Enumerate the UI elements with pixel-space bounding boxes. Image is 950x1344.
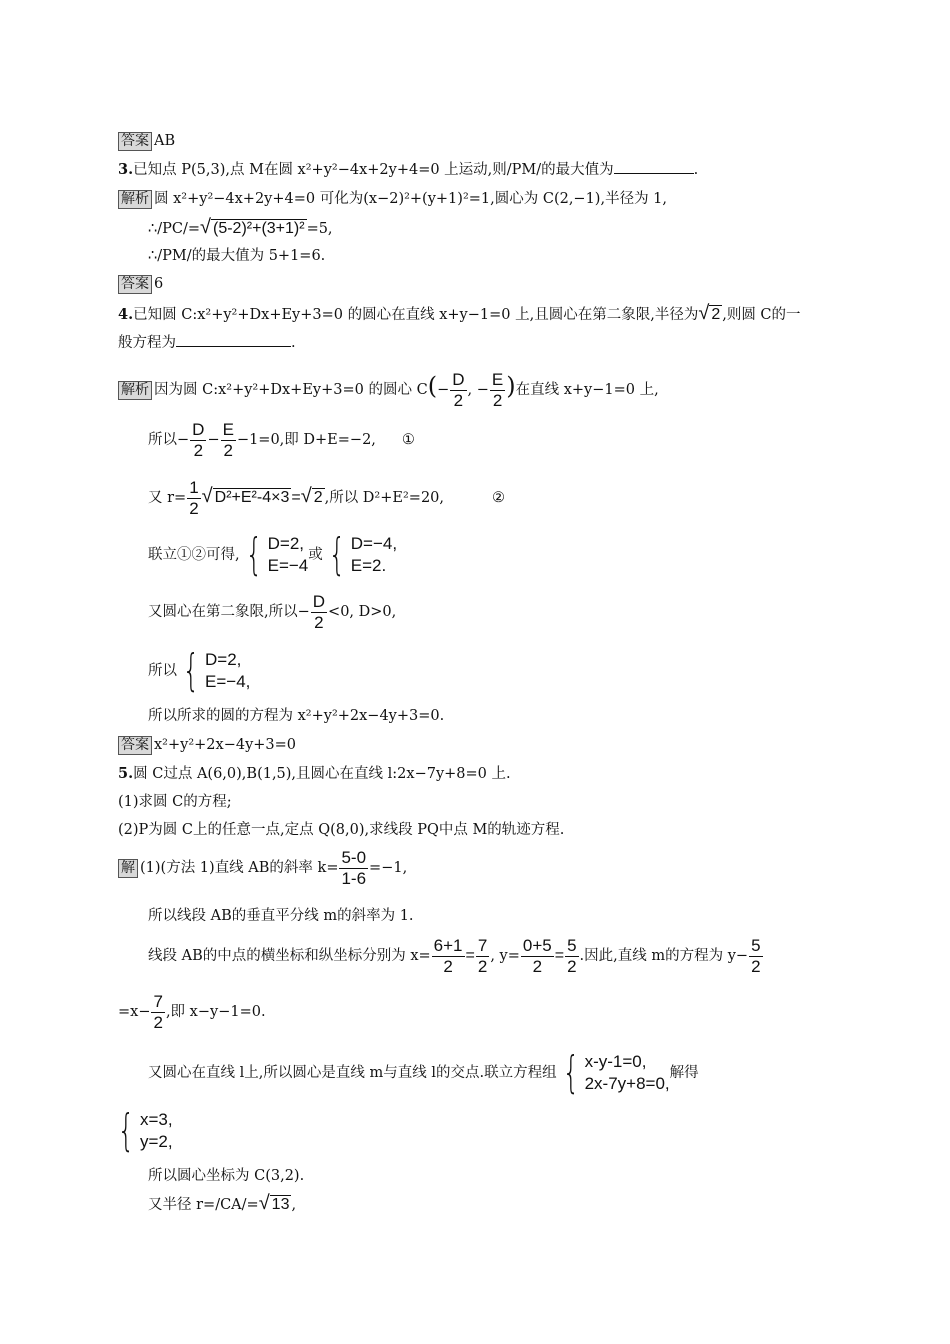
text: 又 r= (148, 490, 187, 506)
question-number: 3. (118, 161, 134, 178)
q3-analysis-line2 (148, 217, 333, 239)
text: 因为圆 C:x²+y²+Dx+Ey+3=0 的圆心 C (154, 382, 428, 398)
fraction: $\frac{D}{2}$ (192, 419, 205, 460)
text: =−1, (369, 860, 408, 876)
solution-tag: 解 (118, 859, 138, 878)
answer-blank (176, 346, 291, 347)
period: . (693, 162, 699, 178)
equation-system: { D=2, E=−4 (245, 529, 309, 580)
equals: = (554, 947, 565, 964)
text: .因此,直线 m的方程为 y− (579, 948, 749, 964)
fraction: $\frac{D}{2}$ (452, 369, 465, 410)
question-number: 5. (118, 765, 134, 782)
question-number: 4. (118, 306, 134, 323)
text: , y= (490, 948, 520, 964)
answer-tag: 答案 (118, 736, 152, 755)
text: 所以 (148, 663, 177, 679)
fraction: $\frac{E}{2}$ (222, 419, 234, 460)
period: . (291, 335, 296, 351)
sqrt-expression: √ 2 (300, 485, 323, 507)
equation-system: { x-y-1=0, 2x-7y+8=0, (562, 1047, 670, 1098)
question-3 (118, 160, 698, 180)
q5-solution-line5 (148, 1048, 699, 1098)
text: (2)P为圆 C上的任意一点,定点 Q(8,0),求线段 PQ中点 M的轨迹方程. (118, 822, 565, 838)
equation-system: { D=2, E=−4, (182, 645, 251, 696)
text: −1=0,即 D+E=−2, (236, 432, 376, 448)
radicand: 2 (711, 306, 721, 323)
fraction: $\frac{5-0}{1-6}$ (341, 847, 367, 888)
q5-solution-line3 (148, 934, 764, 978)
q5-solution-line7 (148, 1166, 304, 1186)
answer-line (118, 131, 175, 151)
text: 所以线段 AB的垂直平分线 m的斜率为 1. (148, 908, 414, 924)
text: 又半径 r=/CA/= (148, 1197, 259, 1213)
analysis-text: 圆 x²+y²−4x+2y+4=0 可化为(x−2)²+(y+1)²=1,圆心为 C(2,−1),半径为 1, (154, 191, 668, 207)
answer-tag: 答案 (118, 275, 152, 294)
q5-solution-line6 (112, 1106, 173, 1156)
question-5 (118, 764, 511, 784)
text: =x− (118, 1004, 151, 1020)
question-text: 圆 C过点 A(6,0),B(1,5),且圆心在直线 l:2x−7y+8=0 上. (133, 766, 511, 782)
equals: = (465, 947, 475, 964)
question-4 (118, 303, 801, 325)
sqrt-expression: √ 2 (698, 302, 721, 324)
q3-analysis-line1 (118, 189, 667, 209)
q4-analysis-line1: 解析 因为圆 C:x²+y²+Dx+Ey+3=0 的圆心 C(− $\frac{D}{2}$ , − $\frac{E}{2}$ )在直线 x+y−1=0 上, (118, 364, 659, 412)
analysis-tag: 解析 (118, 190, 152, 209)
question-4-line2 (118, 333, 296, 353)
text: 解得 (669, 1065, 699, 1081)
text: 或 (308, 547, 323, 563)
fraction: $\frac{0+5}{2}$ (522, 935, 552, 976)
text: , (291, 1197, 297, 1213)
text: ,即 x−y−1=0. (165, 1004, 266, 1020)
fraction: $\frac{5}{2}$ (567, 935, 577, 976)
q4-analysis-line4 (148, 530, 397, 580)
text: 所以− (148, 432, 190, 448)
sqrt-expression: √ 13 (258, 1192, 290, 1214)
sqrt-expression: √ D²+E²-4×3 (201, 485, 290, 507)
question-text: 已知圆 C:x²+y²+Dx+Ey+3=0 的圆心在直线 x+y−1=0 上,且圆心在第二象限,半径为 (133, 307, 699, 323)
question-text: 已知点 P(5,3),点 M在圆 x²+y²−4x+2y+4=0 上运动,则/PM/的最大值为 (133, 162, 614, 178)
fraction: $\frac{7}{2}$ (153, 991, 163, 1032)
answer-text: AB (154, 133, 176, 149)
fraction: $\frac{E}{2}$ (491, 369, 504, 410)
text: (1)求圆 C的方程; (118, 794, 232, 810)
q5-solution-line8 (148, 1193, 296, 1215)
fraction: $\frac{6+1}{2}$ (433, 935, 463, 976)
text: =5, (306, 221, 333, 237)
text: <0, D>0, (328, 604, 397, 620)
fraction: $\frac{1}{2}$ (189, 477, 199, 518)
text: ,所以 D²+E²=20, (324, 490, 445, 506)
question-text: 般方程为 (118, 335, 176, 351)
question-5-part2 (118, 820, 564, 840)
fraction: $\frac{7}{2}$ (477, 935, 488, 976)
text: 所以圆心坐标为 C(3,2). (148, 1168, 305, 1184)
equals: = (291, 489, 301, 506)
answer-tag: 答案 (118, 132, 152, 151)
text: 又圆心在第二象限,所以− (148, 604, 310, 620)
question-text: ,则圆 C的一 (722, 307, 801, 323)
text: 在直线 x+y−1=0 上, (515, 382, 659, 398)
text: ∴/PM/的最大值为 5+1=6. (148, 248, 326, 264)
fraction: $\frac{5}{2}$ (751, 935, 761, 976)
q4-analysis-line7 (148, 706, 444, 726)
analysis-tag: 解析 (118, 381, 152, 400)
answer-blank (614, 173, 694, 174)
q3-analysis-line3 (148, 246, 325, 266)
text: 线段 AB的中点的横坐标和纵坐标分别为 x= (148, 948, 431, 964)
answer-text: 6 (154, 276, 164, 292)
text: 所以所求的圆的方程为 x²+y²+2x−4y+3=0. (148, 708, 445, 724)
q5-solution-line1 (118, 846, 407, 890)
equation-system: { D=−4, E=2. (328, 529, 398, 580)
text: (1)(方法 1)直线 AB的斜率 k= (140, 860, 339, 876)
q3-answer-line (118, 274, 163, 294)
q4-analysis-line6 (148, 646, 250, 696)
radicand: (5-2)²+(3+1)² (212, 220, 305, 237)
text: 联立①②可得, (148, 547, 240, 563)
q4-analysis-line3 (148, 474, 505, 520)
question-5-part1 (118, 792, 232, 812)
q4-answer-line (118, 735, 296, 755)
fraction: $\frac{D}{2}$ (312, 591, 326, 632)
q4-analysis-line5 (148, 590, 396, 634)
text: 又圆心在直线 l上,所以圆心是直线 m与直线 l的交点.联立方程组 (148, 1065, 557, 1081)
answer-text: x²+y²+2x−4y+3=0 (154, 737, 297, 753)
q5-solution-line4 (118, 990, 266, 1034)
text: ∴/PC/= (148, 221, 200, 237)
q5-solution-line2 (148, 906, 414, 926)
equation-system: { x=3, y=2, (117, 1105, 173, 1156)
q4-analysis-line2: 所以− $\frac{D}{2}$ − $\frac{E}{2}$ −1=0,即 D+E=−2, ① (148, 419, 415, 460)
equation-mark: ① (401, 432, 415, 448)
equation-mark: ② (492, 490, 506, 506)
sqrt-expression: √ (5-2)²+(3+1)² (200, 216, 305, 238)
